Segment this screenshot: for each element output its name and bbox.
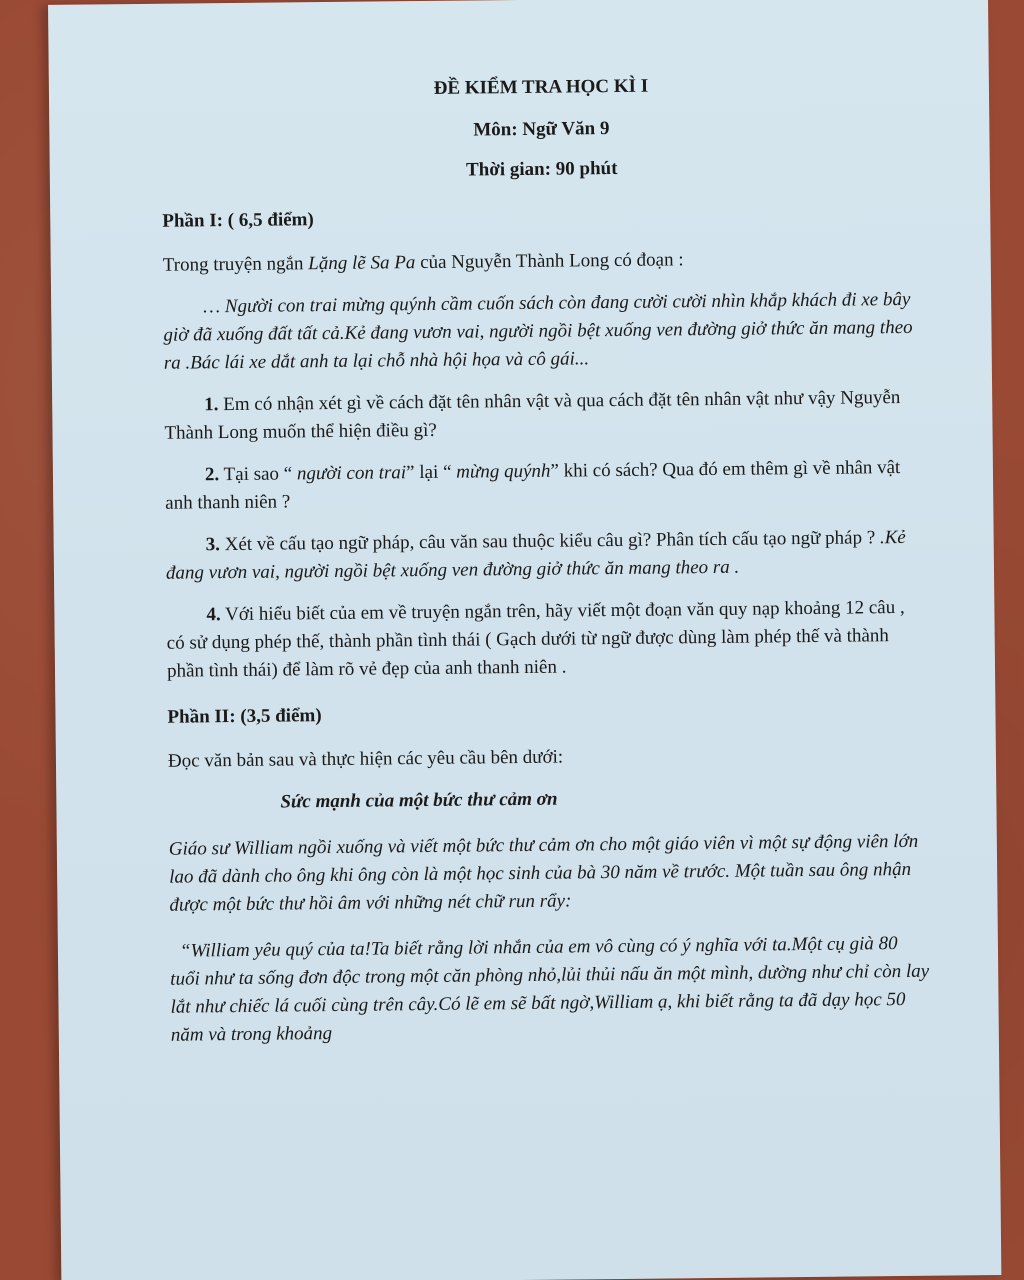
reading-story: Giáo sư William ngồi xuống và viết một bức thư cảm ơn cho một giáo viên vì một sự động viên lớn lao đã dành cho ông khi ông còn là một học sinh của bà 30 năm về trước. Một tuần sau ông nhận được một bức thư hồi âm với những nét chữ run rẩy: — [168, 830, 919, 916]
paper-content — [161, 66, 931, 1050]
question-2-text-c: ” lại “ — [406, 461, 457, 484]
part1-intro — [163, 244, 923, 280]
question-1 — [164, 384, 925, 448]
question-2-text-a: Tại sao “ — [219, 463, 298, 486]
part1-heading: Phần I: ( 6,5 điểm) — [162, 209, 314, 232]
exam-time: Thời gian: 90 phút — [465, 157, 618, 181]
question-3-sentence: .Kẻ đang vươn vai, người ngồi bệt xuống ven đường giở thức ăn mang theo ra . — [165, 526, 906, 584]
question-3 — [166, 524, 927, 588]
question-1-text: Em có nhận xét gì về cách đặt tên nhân vật và qua cách đặt tên nhân vật như vậy Nguyễn Thành Long muốn thể hiện điều gì? — [164, 387, 901, 444]
question-4-text: Với hiểu biết của em về truyện ngắn trên, hãy viết một đoạn văn quy nạp khoảng 12 câu , có sử dụng phép thế, thành phần tình thái ( Gạch dưới từ ngữ được dùng làm phép thế và thành phần tình thái) để làm rõ vẻ đẹp của anh thanh niên . — [166, 596, 905, 682]
reading-letter: “William yêu quý của ta!Ta biết rằng lời nhắn của em vô cùng có ý nghĩa với ta.Một cụ già 80 tuổi như ta sống đơn độc trong một căn phòng nhỏ,lủi thủi nấu ăn một mình, dường như chỉ còn lay lắt như chiếc lá cuối cùng trên cây.Có lẽ em sẽ bất ngờ,William ạ, khi biết rằng ta đã dạy học 50 năm và trong khoảng — [170, 933, 930, 1046]
part2-heading: Phần II: (3,5 điểm) — [167, 705, 322, 728]
question-4 — [166, 594, 927, 686]
intro-text-after: của Nguyễn Thành Long có đoạn : — [415, 249, 684, 274]
question-2 — [165, 454, 926, 518]
exam-subject: Môn: Ngữ Văn 9 — [473, 118, 610, 141]
story-excerpt: … Người con trai mừng quýnh cầm cuốn sách còn đang cười cười nhìn khắp khách đi xe bây giờ đã xuống đất tất cả.Kẻ đang vươn vai, người ngồi bệt xuống ven đường giở thức ăn mang theo ra .Bác lái xe dắt anh ta lại chỗ nhà hội họa và cô gái... — [163, 288, 913, 374]
question-3-number: 3. — [205, 534, 221, 556]
question-2-quote-2: mừng quýnh — [456, 460, 551, 483]
intro-work-title: Lặng lẽ Sa Pa — [308, 252, 416, 275]
part2-instruction: Đọc văn bản sau và thực hiện các yêu cầu bên dưới: — [167, 746, 564, 772]
intro-text-before: Trong truyện ngắn — [162, 253, 309, 276]
question-1-number: 1. — [204, 394, 219, 416]
question-2-text-e: ” khi có sách? Qua đó em thêm gì về nhân vật anh thanh niên ? — [165, 457, 901, 514]
reading-title: Sức mạnh của một bức thư cảm ơn — [280, 788, 558, 813]
question-4-number: 4. — [206, 604, 221, 626]
exam-paper — [48, 0, 1001, 1280]
exam-title: ĐỀ KIỂM TRA HỌC KÌ I — [433, 75, 649, 99]
question-2-number: 2. — [204, 464, 220, 486]
question-3-text: Xét về cấu tạo ngữ pháp, câu văn sau thuộc kiểu câu gì? Phân tích cấu tạo ngữ pháp ? — [219, 527, 881, 556]
question-2-quote-1: người con trai — [296, 462, 407, 485]
